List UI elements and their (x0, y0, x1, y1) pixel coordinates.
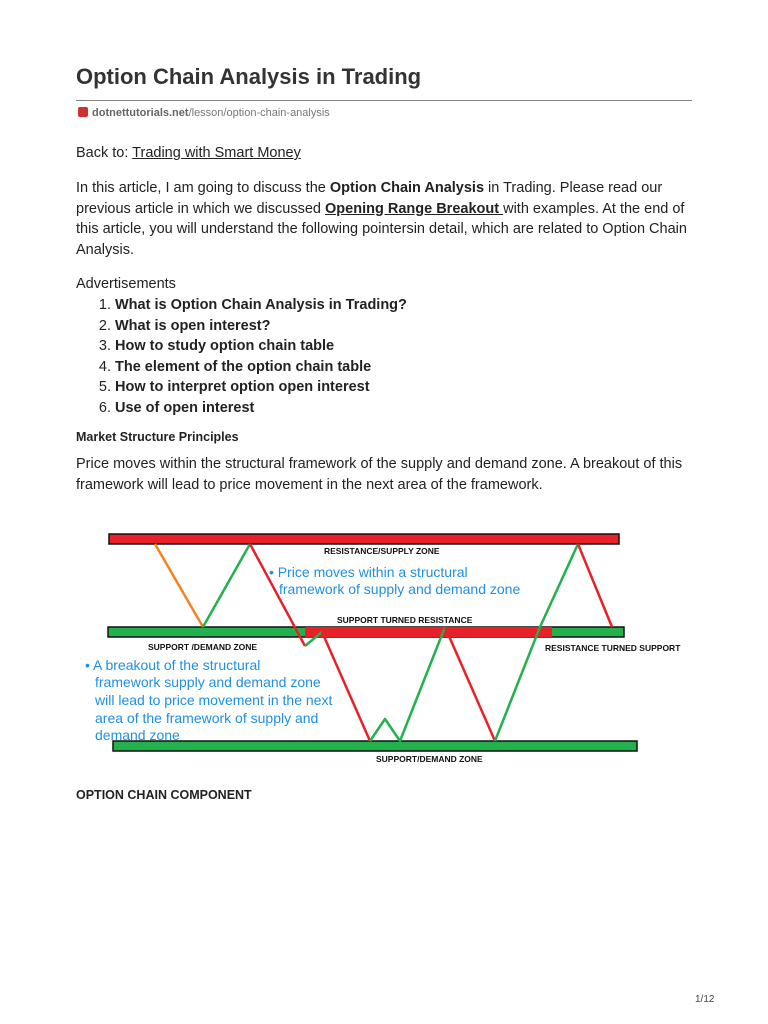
red-price-leg (445, 627, 495, 741)
annotation-note-line: framework of supply and demand zone (279, 581, 521, 597)
site-favicon-icon (78, 107, 88, 117)
back-link[interactable]: Trading with Smart Money (132, 145, 301, 161)
page-number: 1/12 (695, 994, 715, 1005)
source-domain: dotnettutorials.net (92, 107, 189, 119)
resistance-supply-zone-bar (109, 534, 619, 544)
annotation-note-line: demand zone (95, 727, 180, 743)
red-price-leg (322, 632, 370, 741)
support-demand-zone-label: SUPPORT /DEMAND ZONE (148, 642, 258, 652)
source-url[interactable] (78, 107, 330, 119)
market-structure-diagram (85, 524, 681, 769)
opening-range-breakout-link[interactable]: Opening Range Breakout (325, 200, 504, 217)
intro-text-3: with examples. At the end of this article, you will understand the following pointersin detail, which are related to Option Chain Analysis. (76, 200, 687, 258)
resistance-turned-support-label: RESISTANCE TURNED SUPPORT (545, 643, 681, 653)
market-structure-paragraph: Price moves within the structural framework of the supply and demand zone. A breakout of this framework will lead to price movement in the next area of the framework. (76, 456, 683, 493)
source-path: /lesson/option-chain-analysis (188, 107, 330, 119)
intro-text-1: In this article, I am going to discuss the (76, 180, 330, 196)
lower-support-demand-zone-label: SUPPORT/DEMAND ZONE (376, 754, 483, 764)
orange-price-leg (155, 544, 203, 627)
table-of-contents (76, 295, 407, 419)
advertisements-label: Advertisements (76, 276, 176, 292)
support-turned-resistance-label: SUPPORT TURNED RESISTANCE (337, 615, 473, 625)
toc-item[interactable]: 4. The element of the option chain table (115, 357, 407, 378)
toc-item[interactable]: 3. How to study option chain table (115, 336, 407, 357)
annotation-note-line: • A breakout of the structural (85, 657, 261, 673)
green-price-leg (203, 544, 250, 627)
toc-item[interactable]: 6. Use of open interest (115, 398, 407, 419)
lower-support-zone-bar (113, 741, 637, 751)
intro-text-2: in Trading. Please read our previous article in which we discussed (76, 180, 663, 217)
intro-bold-term: Option Chain Analysis (329, 180, 485, 196)
breadcrumb (76, 145, 301, 161)
resistance-supply-zone-label: RESISTANCE/SUPPLY ZONE (324, 546, 440, 556)
intro-paragraph (76, 178, 696, 260)
toc-item[interactable]: 2. What is open interest? (115, 316, 407, 337)
back-label: Back to: (76, 145, 129, 161)
red-price-leg (578, 544, 612, 627)
toc-item[interactable]: 1. What is Option Chain Analysis in Trading? (115, 295, 407, 316)
toc-item[interactable]: 5. How to interpret option open interest (115, 377, 407, 398)
annotation-note-line: framework supply and demand zone (95, 674, 321, 690)
annotation-note-line: will lead to price movement in the next (95, 692, 333, 708)
annotation-note-line: • Price moves within a structural (269, 564, 468, 580)
page-title: Option Chain Analysis in Trading (76, 64, 422, 89)
section-heading-market-structure: Market Structure Principles (76, 430, 239, 444)
title-divider (76, 100, 692, 101)
section-heading-option-chain-component: OPTION CHAIN COMPONENT (76, 788, 252, 802)
green-price-leg (370, 627, 445, 741)
support-turned-resistance-bar (305, 627, 552, 637)
annotation-note-line: area of the framework of supply and (95, 710, 319, 726)
